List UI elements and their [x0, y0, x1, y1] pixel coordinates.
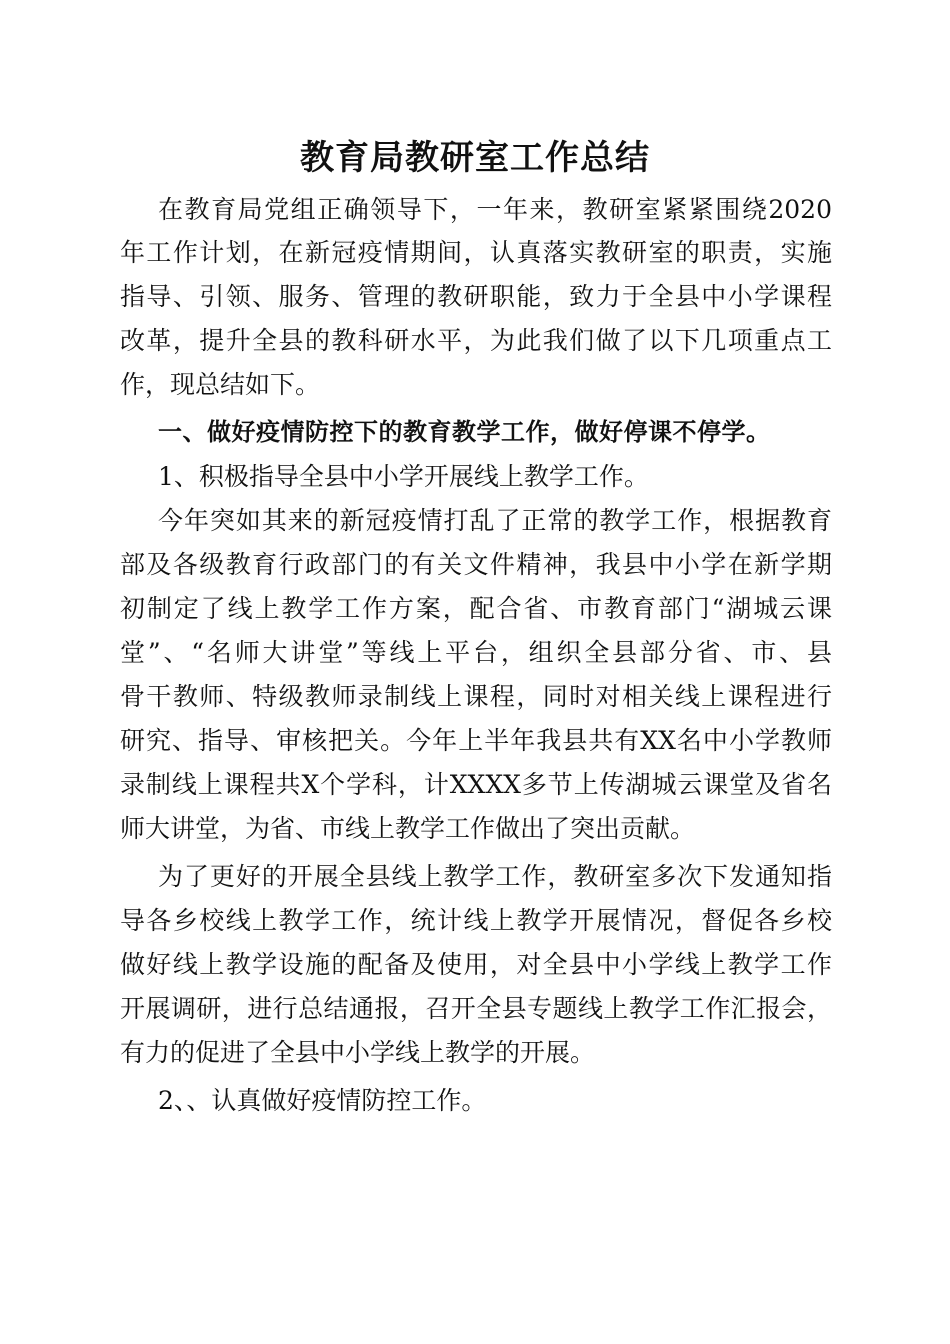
- intro-line-3: 指导、引领、服务、管理的教研职能，致力于全县中小学课程: [120, 282, 832, 311]
- document-title: 教育局教研室工作总结: [300, 138, 650, 178]
- paragraph-1-line-4: 堂”、“名师大讲堂”等线上平台，组织全县部分省、市、县: [120, 638, 832, 667]
- subheading-2: 2、、认真做好疫情防控工作。: [158, 1086, 487, 1115]
- intro-line-5: 作，现总结如下。: [120, 370, 321, 399]
- paragraph-1-line-1: 今年突如其来的新冠疫情打乱了正常的教学工作，根据教育: [158, 506, 832, 535]
- section-heading-1: 一、做好疫情防控下的教育教学工作，做好停课不停学。: [158, 418, 771, 446]
- subheading-1: 1、积极指导全县中小学开展线上教学工作。: [158, 462, 649, 491]
- paragraph-2-line-3: 做好线上教学设施的配备及使用，对全县中小学线上教学工作: [120, 950, 832, 979]
- intro-line-4: 改革，提升全县的教科研水平，为此我们做了以下几项重点工: [120, 326, 832, 355]
- intro-line-1: 在教育局党组正确领导下，一年来，教研室紧紧围绕2020: [158, 195, 832, 224]
- paragraph-2-line-2: 导各乡校线上教学工作，统计线上教学开展情况，督促各乡校: [120, 906, 832, 935]
- paragraph-1-line-3: 初制定了线上教学工作方案，配合省、市教育部门“湖城云课: [120, 594, 832, 623]
- paragraph-2-line-4: 开展调研，进行总结通报，召开全县专题线上教学工作汇报会，: [120, 994, 832, 1023]
- intro-line-2: 年工作计划，在新冠疫情期间，认真落实教研室的职责，实施: [120, 238, 832, 267]
- paragraph-1-line-5: 骨干教师、特级教师录制线上课程，同时对相关线上课程进行: [120, 682, 832, 711]
- paragraph-1-line-6: 研究、指导、审核把关。今年上半年我县共有XX名中小学教师: [120, 726, 832, 755]
- paragraph-2-line-1: 为了更好的开展全县线上教学工作，教研室多次下发通知指: [158, 862, 832, 891]
- paragraph-1-line-8: 师大讲堂，为省、市线上教学工作做出了突出贡献。: [120, 814, 696, 843]
- paragraph-1-line-2: 部及各级教育行政部门的有关文件精神，我县中小学在新学期: [120, 550, 832, 579]
- paragraph-1-line-7: 录制线上课程共X个学科，计XXXX多节上传湖城云课堂及省名: [120, 770, 832, 799]
- paragraph-2-line-5: 有力的促进了全县中小学线上教学的开展。: [120, 1038, 596, 1067]
